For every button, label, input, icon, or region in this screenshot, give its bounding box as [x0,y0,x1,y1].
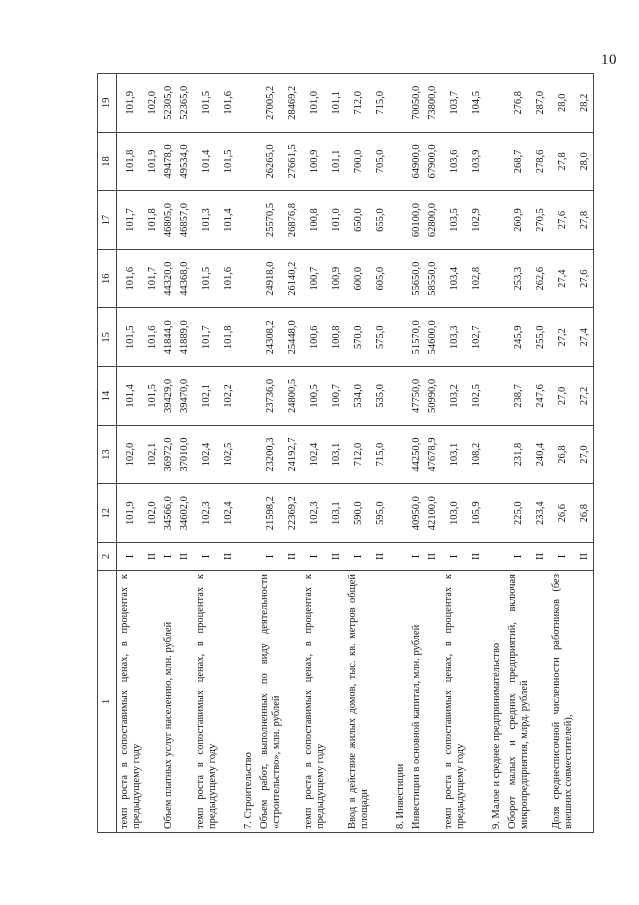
value-cell: 26,6 [549,484,577,543]
value-cell: 54600,0 [425,308,441,367]
value-cell: 715,0 [373,425,389,484]
value-cell: 39429,0 [161,367,177,426]
value-cell [389,132,409,191]
column-header: 14 [98,367,117,426]
row-label: Ввод в действие жилых домов, тыс. кв. метров общей площади [345,571,373,833]
value-cell: 102,4 [221,484,237,543]
variant-cell: II [329,543,345,571]
page-number: 10 [601,52,617,68]
value-cell: 101,9 [145,132,161,191]
value-cell: 650,0 [345,191,373,250]
value-cell: 27,0 [549,367,577,426]
variant-cell: II [425,543,441,571]
row-label [469,571,485,833]
value-cell: 101,4 [221,191,237,250]
column-header: 16 [98,249,117,308]
value-cell: 103,4 [441,249,469,308]
value-cell: 42100,0 [425,484,441,543]
value-cell [237,425,257,484]
header-row [98,74,117,833]
value-cell: 27,0 [577,425,594,484]
row-label: темп роста в сопоставимых ценах, в процентах к предыдущему году [441,571,469,833]
variant-cell: I [409,543,425,571]
value-cell: 101,8 [145,191,161,250]
value-cell: 24800,5 [285,367,301,426]
value-cell: 100,7 [301,249,329,308]
value-cell: 712,0 [345,74,373,133]
variant-cell: II [533,543,549,571]
value-cell: 67900,0 [425,132,441,191]
variant-cell: II [285,543,301,571]
value-cell: 28,0 [577,132,594,191]
value-cell: 655,0 [373,191,389,250]
value-cell: 105,9 [469,484,485,543]
value-cell: 102,7 [469,308,485,367]
value-cell [237,484,257,543]
value-cell: 27005,2 [257,74,285,133]
value-cell: 34602,0 [177,484,193,543]
value-cell: 101,6 [221,74,237,133]
value-cell: 102,0 [117,425,146,484]
value-cell [389,367,409,426]
value-cell: 39470,0 [177,367,193,426]
value-cell: 225,0 [505,484,533,543]
value-cell: 26140,2 [285,249,301,308]
value-cell: 270,5 [533,191,549,250]
value-cell: 255,0 [533,308,549,367]
row-label [373,571,389,833]
value-cell: 101,0 [301,74,329,133]
value-cell: 60100,0 [409,191,425,250]
value-cell: 595,0 [373,484,389,543]
variant-cell [237,543,257,571]
value-cell: 49478,0 [161,132,177,191]
value-cell: 102,1 [145,425,161,484]
value-cell: 103,0 [441,484,469,543]
value-cell: 102,0 [145,74,161,133]
table-row [577,74,594,833]
table-row [373,74,389,833]
variant-cell: II [221,543,237,571]
value-cell: 25448,0 [285,308,301,367]
row-label: темп роста в сопоставимых ценах, в процентах к предыдущему году [301,571,329,833]
value-cell: 103,1 [329,425,345,484]
value-cell: 24308,2 [257,308,285,367]
value-cell: 100,7 [329,367,345,426]
row-label: Доля среднесписочной численности работников (без внешних совместителей), [549,571,577,833]
table-row [409,74,425,833]
row-label: Инвестиции в основной капитал, млн. рублей [409,571,425,833]
value-cell [389,249,409,308]
value-cell: 101,6 [221,249,237,308]
value-cell: 46857,0 [177,191,193,250]
value-cell [485,308,505,367]
value-cell: 712,0 [345,425,373,484]
column-header: 12 [98,484,117,543]
row-label: 8. Инвестиции [389,571,409,833]
value-cell [237,191,257,250]
table-row [193,74,221,833]
variant-cell: I [345,543,373,571]
value-cell: 24192,7 [285,425,301,484]
value-cell [485,367,505,426]
value-cell: 24918,0 [257,249,285,308]
value-cell: 27,4 [577,308,594,367]
value-cell: 70050,0 [409,74,425,133]
value-cell: 253,3 [505,249,533,308]
value-cell: 233,4 [533,484,549,543]
table-row [285,74,301,833]
value-cell: 103,6 [441,132,469,191]
value-cell: 715,0 [373,74,389,133]
value-cell [389,191,409,250]
variant-cell: II [469,543,485,571]
value-cell [485,249,505,308]
value-cell: 575,0 [373,308,389,367]
value-cell [485,132,505,191]
value-cell: 101,5 [193,249,221,308]
value-cell: 44250,0 [409,425,425,484]
value-cell: 102,5 [469,367,485,426]
row-label: Объем работ, выполненных по виду деятельности «строительство», млн. рублей [257,571,285,833]
value-cell: 238,7 [505,367,533,426]
row-label [329,571,345,833]
value-cell: 47678,9 [425,425,441,484]
table-row [145,74,161,833]
value-cell: 101,4 [117,367,146,426]
value-cell: 28,2 [577,74,594,133]
variant-cell: I [193,543,221,571]
table-row [345,74,373,833]
row-label [533,571,549,833]
value-cell: 101,8 [117,132,146,191]
value-cell [485,191,505,250]
value-cell: 101,8 [221,308,237,367]
column-header: 18 [98,132,117,191]
variant-cell [485,543,505,571]
value-cell: 102,0 [145,484,161,543]
value-cell: 27,8 [577,191,594,250]
value-cell: 101,5 [145,367,161,426]
value-cell [389,425,409,484]
value-cell: 103,5 [441,191,469,250]
value-cell: 231,8 [505,425,533,484]
row-label [577,571,594,833]
row-label: темп роста в сопоставимых ценах, в процентах к предыдущему году [117,571,146,833]
value-cell: 102,4 [193,425,221,484]
value-cell: 21598,2 [257,484,285,543]
column-header: 2 [98,543,117,571]
variant-cell: I [257,543,285,571]
value-cell: 287,0 [533,74,549,133]
value-cell: 28469,2 [285,74,301,133]
value-cell: 28,0 [549,74,577,133]
table-row [257,74,285,833]
value-cell [237,308,257,367]
table-row [533,74,549,833]
value-cell [485,484,505,543]
value-cell: 101,1 [329,74,345,133]
value-cell: 101,0 [329,191,345,250]
row-label [425,571,441,833]
table-row [301,74,329,833]
value-cell: 25570,5 [257,191,285,250]
value-cell: 73800,0 [425,74,441,133]
value-cell: 51570,0 [409,308,425,367]
variant-cell: I [505,543,533,571]
value-cell: 600,0 [345,249,373,308]
variant-cell: I [549,543,577,571]
value-cell: 44368,0 [177,249,193,308]
value-cell: 104,5 [469,74,485,133]
value-cell: 102,4 [301,425,329,484]
value-cell: 278,6 [533,132,549,191]
value-cell [389,308,409,367]
value-cell: 102,9 [469,191,485,250]
variant-cell: I [441,543,469,571]
row-label: 9. Малое и среднее предпринимательство [485,571,505,833]
table-row [441,74,469,833]
variant-cell: II [145,543,161,571]
value-cell: 101,6 [145,308,161,367]
value-cell: 55650,0 [409,249,425,308]
variant-cell: I [301,543,329,571]
value-cell: 103,9 [469,132,485,191]
value-cell: 26,8 [577,484,594,543]
value-cell: 101,5 [193,74,221,133]
value-cell: 27,4 [549,249,577,308]
value-cell: 101,7 [145,249,161,308]
row-label [177,571,193,833]
value-cell: 22369,2 [285,484,301,543]
row-label: Объем платных услуг населению, млн. рублей [161,571,177,833]
value-cell: 276,8 [505,74,533,133]
value-cell: 101,5 [221,132,237,191]
value-cell: 37010,0 [177,425,193,484]
variant-cell: II [373,543,389,571]
value-cell: 27,6 [577,249,594,308]
table-body [117,74,594,833]
value-cell: 101,4 [193,132,221,191]
value-cell: 102,8 [469,249,485,308]
table-row [329,74,345,833]
value-cell: 52305,0 [161,74,177,133]
value-cell: 49534,0 [177,132,193,191]
value-cell: 103,1 [329,484,345,543]
value-cell [485,425,505,484]
value-cell: 27,6 [549,191,577,250]
value-cell: 46805,0 [161,191,177,250]
value-cell: 108,2 [469,425,485,484]
section-row [485,74,505,833]
row-label [221,571,237,833]
value-cell: 700,0 [345,132,373,191]
value-cell: 26265,0 [257,132,285,191]
value-cell: 262,6 [533,249,549,308]
value-cell: 103,2 [441,367,469,426]
value-cell: 26876,8 [285,191,301,250]
value-cell: 101,7 [117,191,146,250]
column-header: 19 [98,74,117,133]
value-cell: 27,2 [549,308,577,367]
value-cell: 101,3 [193,191,221,250]
variant-cell: II [177,543,193,571]
value-cell: 64900,0 [409,132,425,191]
value-cell [485,74,505,133]
table-row [161,74,177,833]
value-cell: 102,3 [193,484,221,543]
value-cell: 100,9 [329,249,345,308]
value-cell: 47750,0 [409,367,425,426]
row-label: темп роста в сопоставимых ценах, в процентах к предыдущему году [193,571,221,833]
value-cell: 50990,0 [425,367,441,426]
value-cell: 41889,0 [177,308,193,367]
value-cell: 23200,3 [257,425,285,484]
value-cell: 102,5 [221,425,237,484]
value-cell: 100,6 [301,308,329,367]
value-cell: 27661,5 [285,132,301,191]
value-cell: 58550,0 [425,249,441,308]
value-cell: 103,7 [441,74,469,133]
forecast-table [97,73,594,833]
value-cell: 101,9 [117,74,146,133]
value-cell: 27,8 [549,132,577,191]
value-cell: 52365,0 [177,74,193,133]
value-cell: 245,9 [505,308,533,367]
value-cell [237,132,257,191]
row-label [285,571,301,833]
variant-cell: I [117,543,146,571]
value-cell [389,74,409,133]
value-cell: 103,3 [441,308,469,367]
table-row [469,74,485,833]
variant-cell: II [577,543,594,571]
value-cell: 590,0 [345,484,373,543]
value-cell: 535,0 [373,367,389,426]
row-label: 7. Строительство [237,571,257,833]
value-cell [237,249,257,308]
value-cell: 534,0 [345,367,373,426]
rotated-table-wrapper [97,73,590,833]
value-cell: 44320,0 [161,249,177,308]
variant-cell [389,543,409,571]
value-cell: 240,4 [533,425,549,484]
value-cell: 40950,0 [409,484,425,543]
value-cell: 260,9 [505,191,533,250]
value-cell: 100,9 [301,132,329,191]
value-cell [389,484,409,543]
column-header: 13 [98,425,117,484]
row-label [145,571,161,833]
value-cell: 62800,0 [425,191,441,250]
column-header: 1 [98,571,117,833]
table-row [221,74,237,833]
value-cell: 268,7 [505,132,533,191]
value-cell: 100,8 [329,308,345,367]
table-row [117,74,146,833]
value-cell: 605,0 [373,249,389,308]
table-row [177,74,193,833]
table-row [505,74,533,833]
value-cell: 705,0 [373,132,389,191]
value-cell: 102,3 [301,484,329,543]
value-cell: 23736,0 [257,367,285,426]
section-row [389,74,409,833]
value-cell [237,367,257,426]
column-header: 17 [98,191,117,250]
value-cell: 101,6 [117,249,146,308]
value-cell: 101,7 [193,308,221,367]
section-row [237,74,257,833]
value-cell [237,74,257,133]
value-cell: 36972,0 [161,425,177,484]
value-cell: 100,8 [301,191,329,250]
value-cell: 27,2 [577,367,594,426]
value-cell: 100,5 [301,367,329,426]
value-cell: 41844,0 [161,308,177,367]
value-cell: 34566,0 [161,484,177,543]
value-cell: 26,8 [549,425,577,484]
row-label: Оборот малых и средних предприятий, включая микропредприятия, млрд. рублей [505,571,533,833]
value-cell: 102,1 [193,367,221,426]
table-row [549,74,577,833]
value-cell: 101,5 [117,308,146,367]
value-cell: 570,0 [345,308,373,367]
value-cell: 103,1 [441,425,469,484]
value-cell: 101,9 [117,484,146,543]
value-cell: 247,6 [533,367,549,426]
variant-cell: I [161,543,177,571]
table-row [425,74,441,833]
value-cell: 102,2 [221,367,237,426]
value-cell: 101,1 [329,132,345,191]
column-header: 15 [98,308,117,367]
